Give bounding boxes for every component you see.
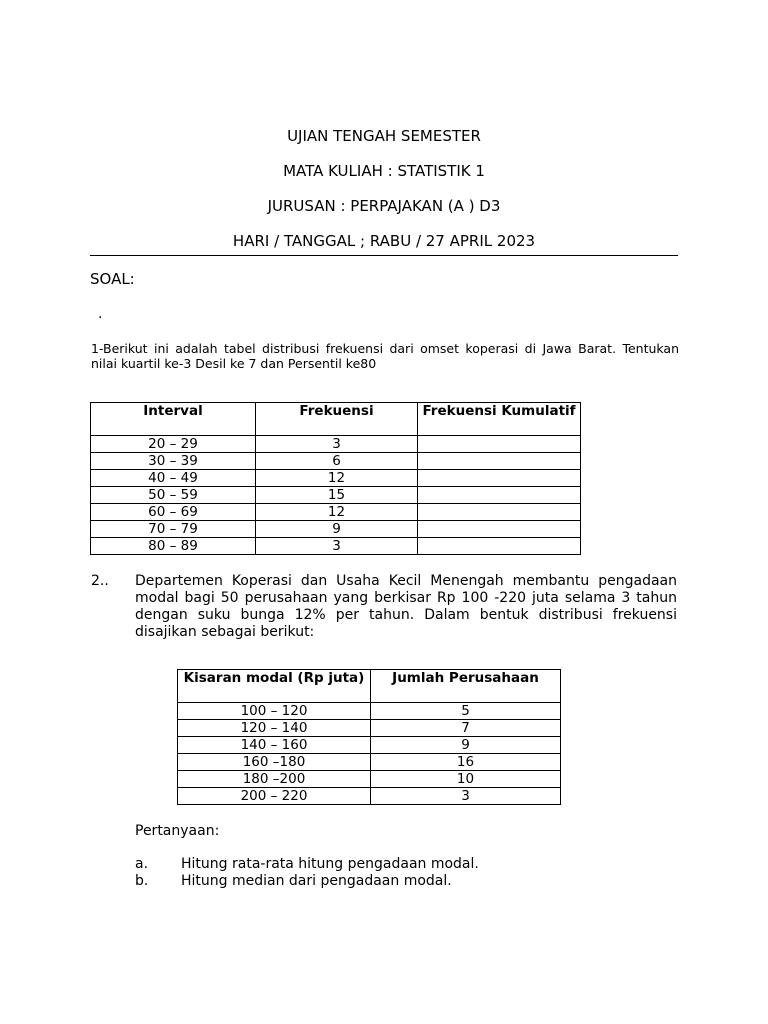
table-cell: 100 – 120 — [178, 703, 371, 720]
table-cell: 30 – 39 — [91, 453, 256, 470]
table-row — [91, 521, 581, 538]
table-cell: 40 – 49 — [91, 470, 256, 487]
table-cell — [418, 470, 581, 487]
question-2-number: 2.. — [91, 573, 109, 589]
department: JURUSAN : PERPAJAKAN (A ) D3 — [267, 197, 501, 215]
exam-title: UJIAN TENGAH SEMESTER — [287, 127, 481, 145]
item-letter-a: a. — [135, 856, 149, 872]
table-cell — [418, 436, 581, 453]
table-cell: 120 – 140 — [178, 720, 371, 737]
question-1-text: 1-Berikut ini adalah tabel distribusi frekuensi dari omset koperasi di Jawa Barat. Tentukan nilai kuartil ke-3 Desil ke 7 dan Persentil ke80 — [91, 341, 679, 371]
course-name: MATA KULIAH : STATISTIK 1 — [283, 162, 485, 180]
table-cell: 200 – 220 — [178, 788, 371, 805]
table-cell: 10 — [371, 771, 561, 788]
header-divider — [90, 255, 678, 256]
table-cell: 15 — [256, 487, 418, 504]
bullet-dot: . — [98, 306, 103, 322]
table-row — [91, 538, 581, 555]
table-cell: 7 — [371, 720, 561, 737]
exam-date: HARI / TANGGAL ; RABU / 27 APRIL 2023 — [232, 232, 536, 250]
table-cell — [418, 453, 581, 470]
item-text-a: Hitung rata-rata hitung pengadaan modal. — [181, 856, 479, 872]
table-row — [91, 470, 581, 487]
table-row — [91, 504, 581, 521]
table-cell: 12 — [256, 504, 418, 521]
table-row — [91, 436, 581, 453]
item-text-b: Hitung median dari pengadaan modal. — [181, 873, 452, 889]
table-cell: 9 — [371, 737, 561, 754]
capital-table — [177, 669, 561, 805]
table-cell: 140 – 160 — [178, 737, 371, 754]
soal-heading: SOAL: — [90, 270, 135, 288]
table-row — [91, 487, 581, 504]
pertanyaan-label: Pertanyaan: — [135, 823, 220, 839]
table-header-kisaran-modal: Kisaran modal (Rp juta) — [178, 670, 371, 703]
table-header-frekuensi-kumulatif: Frekuensi Kumulatif — [418, 403, 581, 436]
table-row — [178, 754, 561, 771]
table-cell: 9 — [256, 521, 418, 538]
table-cell — [418, 538, 581, 555]
table-cell: 80 – 89 — [91, 538, 256, 555]
table-cell: 5 — [371, 703, 561, 720]
table-header-jumlah-perusahaan: Jumlah Perusahaan — [371, 670, 561, 703]
table-cell: 50 – 59 — [91, 487, 256, 504]
table-cell: 20 – 29 — [91, 436, 256, 453]
table-cell: 180 –200 — [178, 771, 371, 788]
table-cell: 3 — [256, 436, 418, 453]
table-cell: 60 – 69 — [91, 504, 256, 521]
frequency-table — [90, 402, 581, 555]
table-cell: 160 –180 — [178, 754, 371, 771]
table-cell: 70 – 79 — [91, 521, 256, 538]
table-cell: 6 — [256, 453, 418, 470]
item-letter-b: b. — [135, 873, 149, 889]
table-cell: 12 — [256, 470, 418, 487]
question-2-text: Departemen Koperasi dan Usaha Kecil Menengah membantu pengadaan modal bagi 50 perusahaan yang berkisar Rp 100 -220 juta selama 3 tahun dengan suku bunga 12% per tahun. Dalam bentuk distribusi frekuensi disajikan sebagai berikut: — [135, 573, 677, 640]
table-row — [178, 720, 561, 737]
table-row — [178, 788, 561, 805]
table-header-frekuensi: Frekuensi — [256, 403, 418, 436]
table-cell — [418, 521, 581, 538]
table-cell: 16 — [371, 754, 561, 771]
table-row — [178, 703, 561, 720]
table-row — [178, 737, 561, 754]
table-cell — [418, 504, 581, 521]
table-cell: 3 — [371, 788, 561, 805]
table-cell — [418, 487, 581, 504]
table-row — [178, 771, 561, 788]
table-header-interval: Interval — [91, 403, 256, 436]
table-cell: 3 — [256, 538, 418, 555]
table-row — [91, 453, 581, 470]
